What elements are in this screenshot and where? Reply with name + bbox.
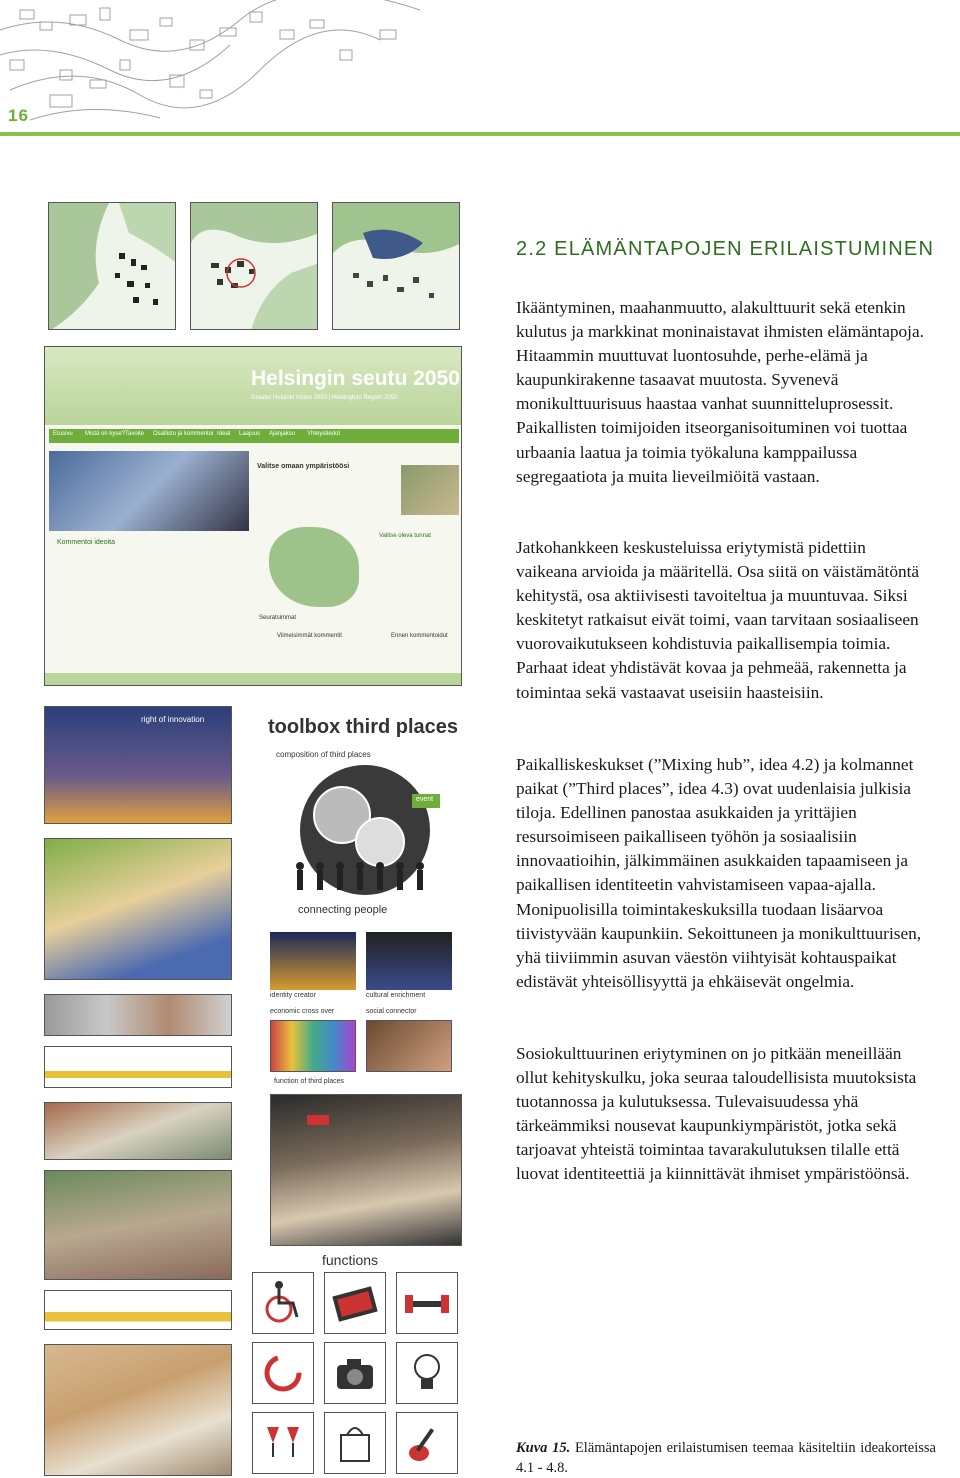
page-number: 16 [8, 106, 29, 125]
nav-item-6[interactable]: Laajuus [239, 431, 261, 437]
function-card-green-energy [252, 1342, 314, 1404]
toolbox-title: toolbox third places [268, 716, 459, 738]
function-card-tourism [324, 1342, 386, 1404]
shopping-bag-icon [325, 1413, 385, 1473]
toolbox-function: function of third places [274, 1078, 345, 1085]
toolbox-identity: identity creator [270, 992, 316, 999]
photo-building-night [44, 706, 232, 824]
toolbox-economic: economic cross over [270, 1008, 335, 1015]
lightbulb-icon [397, 1343, 457, 1403]
caption-label: Kuva 15. [516, 1440, 571, 1456]
website-footer-bar [45, 673, 462, 686]
paragraph-3: Paikalliskeskukset (”Mixing hub”, idea 4.2) ja kolmannet paikat (”Third places”, idea 4.3) ovat uudenlaisia julkisia tiloja. Edellinen panostaa asukkaiden ja yrittäjien resursoimiseen paikalliseen työhön ja sosiaalisiin innovaatioihin, jälkimmäinen asukkaiden tapaamiseen ja paikallisen identiteetin vahvistamiseen vapaa-ajalla. Monipuolisilla toimintakeskuksilla tuodaan lisäarvoa tiivistyvään kaupunkiin. Sekoittuneen ja monikulttuurisen, yhä tiiviimmin asuvan väestön viihtyisät kohtauspaikat edistävät yhteisöllisyyttä ja ehkäisevät ongelmia. [516, 755, 922, 991]
website-region-map [269, 527, 359, 607]
photo-houses [44, 1102, 232, 1160]
functions-grid [252, 1272, 462, 1476]
toolbox-social: social connector [366, 1008, 417, 1015]
website-footer-left[interactable]: Viimeisimmät kommentit [277, 633, 342, 639]
nav-item-1[interactable]: Etusivu [53, 431, 73, 437]
nav-item-8[interactable]: Yhteystiedot [307, 431, 341, 437]
map-thumbnail-1 [48, 202, 176, 330]
website-comments-title: Kommentoi ideoita [57, 539, 115, 546]
function-card-sport [396, 1272, 458, 1334]
map-thumbnail-2 [190, 202, 318, 330]
recycle-icon [253, 1343, 313, 1403]
website-subtitle: Greater Helsinki Vision 2050 | Helsingfors Region 2050 [251, 395, 398, 401]
figure-caption [516, 1438, 936, 1478]
photo-man-reading [44, 1344, 232, 1476]
toolbox-event: event [416, 796, 434, 803]
toolbox-connecting: connecting people [298, 904, 388, 916]
diagram-street-elevation [44, 1046, 232, 1088]
website-screenshot [44, 346, 462, 686]
toolbox-photo-guitar [366, 932, 452, 990]
photo-girl-flowers [44, 838, 232, 980]
photo-buildings-row [44, 994, 232, 1036]
camera-icon [325, 1343, 385, 1403]
nav-item-7[interactable]: Ajanjakso [269, 431, 296, 437]
guitar-icon [397, 1413, 457, 1473]
nav-item-2[interactable]: Mistä on kyse? [85, 431, 126, 437]
function-card-restaurant [252, 1412, 314, 1474]
paragraph-4: Sosiokulttuurinen eriytyminen on jo pitkään meneillään ollut kehityskulku, joka seuraa taloudellisista muutoksista tuotannossa ja kulutuksessa. Tulevaisuudessa yhä tärkeämmiksi nousevat kaupunkiympäristöt, jotka sekä tarjoavat yhteistä toimintaa tavarakulutuksen tilalle että luovat identiteettiä ja kiinnittävät ihmiset ympäristöönsä. [516, 1044, 917, 1184]
wheelchair-icon [253, 1273, 313, 1333]
section-heading: 2.2 ELÄMÄNTAPOJEN ERILAISTUMINEN [516, 238, 935, 260]
toolbox-photo-faces [366, 1020, 452, 1072]
map-thumbnail-3 [332, 202, 460, 330]
toolbox-photo-pencils [270, 1020, 356, 1072]
header-rule [0, 132, 960, 136]
function-card-innovation [396, 1342, 458, 1404]
people-silhouettes [290, 860, 430, 900]
functions-title: functions [322, 1252, 379, 1268]
diagram-street-elevation-2 [44, 1290, 232, 1330]
dumbbell-icon [397, 1273, 457, 1333]
nav-item-3[interactable]: Tavoite [125, 431, 145, 437]
caption-text: Elämäntapojen erilaistumisen teemaa käsiteltiin ideakorteissa 4.1 - 4.8. [516, 1440, 936, 1476]
website-box-title: Valitse omaan ympäristöösi [257, 463, 350, 470]
function-card-shopping [324, 1412, 386, 1474]
photo-hillside-houses [44, 1170, 232, 1280]
nav-item-4[interactable]: Osallistu ja kommentoi [153, 431, 214, 437]
toolbox-composition: composition of third places [276, 750, 371, 759]
website-footer-right[interactable]: Ennen kommentoidut [391, 633, 448, 639]
paragraph-1: Ikääntyminen, maahanmuutto, alakulttuurit sekä etenkin kulutus ja markkinat moninaistavat ihmisten elämäntapoja. Hitaammin muuttuvat luontosuhde, perhe-elämä ja kaupunkirakenne tasaavat muutosta. Syvenevä monikulttuurisuus haastaa vanhat suunnitteluprosessit. Paikallisten toimijoiden itseorganisoituminen voi tuottaa urbaania laatua ja toimia työkaluna kamppailussa segregaatiota ja muita lieveilmiöitä vastaan. [516, 298, 924, 486]
website-section: Seuratsimmat [259, 615, 297, 621]
photo-social-hub [270, 1094, 462, 1246]
website-box-photo [401, 465, 459, 515]
toolbox-diagram [250, 700, 462, 1050]
function-card-music [396, 1412, 458, 1474]
wine-glass-icon [253, 1413, 313, 1473]
function-card-education [324, 1272, 386, 1334]
toolbox-cultural: cultural enrichment [366, 992, 426, 999]
toolbox-photo-tower [270, 932, 356, 990]
website-ideas-title: Valitse oleva tunnat [379, 533, 431, 539]
nav-item-5[interactable]: Ideat [217, 431, 231, 437]
header-map-illustration [0, 0, 420, 130]
website-title: Helsingin seutu 2050 [251, 367, 460, 390]
paragraph-2: Jatkohankkeen keskusteluissa eriytymistä pidettiin vaikeana arvioida ja määritellä. Osa siitä on väistämätöntä kehitystä, osa aktiivisesti tavoiteltua ja muuntuvaa. Siksi keskitetyt ratkaisut eivät toimi, vaan tarvitaan sosiaaliseen vuorovaikutukseen kohdistuvia paikallisempia toimia. Parhaat ideat yhdistävät kovaa ja pehmeää, rakennetta ja toimintaa sekä vastaavat useisiin haasteisiin. [516, 538, 920, 702]
toolbox-labels-row-2 [250, 1008, 462, 1018]
photo-social-hub-sign [307, 1115, 329, 1125]
photo-label: right of innovation [141, 715, 205, 724]
function-card-care [252, 1272, 314, 1334]
blackboard-icon [325, 1273, 385, 1333]
website-hero-photo [49, 451, 249, 531]
